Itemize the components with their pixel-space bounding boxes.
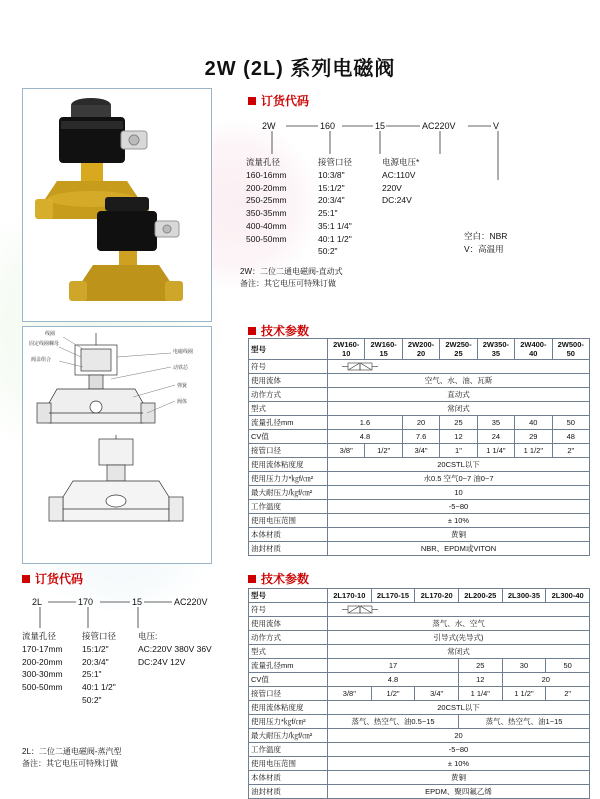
order-code-2l-diagram (22, 596, 237, 768)
col-item: 200-20mm (22, 656, 63, 667)
row-label: 本体材质 (249, 528, 328, 542)
order-code-2l-footnotes (22, 746, 252, 769)
red-square-icon (248, 575, 256, 583)
cell: 48 (552, 430, 589, 444)
col-item: 500-50mm (22, 682, 63, 692)
row-label: 工作温度 (249, 500, 328, 514)
col-item: 160-16mm (246, 169, 287, 180)
cell: 35 (477, 416, 514, 430)
table-row (249, 542, 590, 556)
cell: 2L200-25 (458, 589, 502, 603)
cell: 1/2" (365, 444, 402, 458)
cell (328, 603, 590, 617)
cell: 20 (402, 416, 439, 430)
cell: 3/4" (402, 444, 439, 458)
code-token-3: AC220V (174, 597, 208, 607)
table-row (249, 673, 590, 687)
cell: 2W250-25 (440, 339, 477, 360)
cell: 1 1/2" (515, 444, 552, 458)
cell: 20 (328, 729, 590, 743)
row-label: 使用流体粘度度 (249, 458, 328, 472)
cell: 4.8 (328, 673, 459, 687)
svg-text:电磁线圈: 电磁线圈 (173, 349, 194, 355)
table-row (249, 444, 590, 458)
cell: 7.6 (402, 430, 439, 444)
table-row (249, 617, 590, 631)
order-code-col-voltage (382, 156, 454, 207)
footnote-line: 备注：其它电压可特殊订做 (240, 278, 336, 288)
table-row (249, 360, 590, 374)
product-photo-2w (22, 88, 212, 322)
code-token-4: V (493, 121, 500, 131)
row-label: 接管口径 (249, 444, 328, 458)
cell: 2" (546, 687, 590, 701)
code-token-1: 170 (78, 597, 94, 607)
cell: 1.6 (328, 416, 403, 430)
order-code-col-bore (246, 156, 316, 245)
row-label: 油封材质 (249, 542, 328, 556)
cell: -5~80 (328, 500, 590, 514)
svg-text:线圈: 线圈 (45, 331, 56, 337)
valve-symbol-icon (330, 362, 390, 371)
row-label: 接管口径 (249, 687, 328, 701)
cell: 25 (440, 416, 477, 430)
cell: 直动式 (328, 388, 590, 402)
svg-text:固定线圈螺母: 固定线圈螺母 (29, 341, 60, 347)
table-row (249, 645, 590, 659)
cell: 40 (515, 416, 552, 430)
cell: 2W160-10 (328, 339, 365, 360)
row-label: 使用压力力*㎏f/㎝² (249, 472, 328, 486)
cell: 30 (502, 659, 546, 673)
row-label: 动作方式 (249, 631, 328, 645)
table-row (249, 514, 590, 528)
row-label: 工作温度 (249, 743, 328, 757)
code-token-2: 15 (132, 597, 143, 607)
row-label: 型式 (249, 402, 328, 416)
valve-cutaway-illustration (23, 327, 209, 561)
col-item: 40:1 1/2" (318, 233, 352, 244)
cell: 蒸气、热空气、油0.5~15 (328, 715, 459, 729)
cell: 1/2" (371, 687, 415, 701)
cell: 蒸气、热空气、油1~15 (458, 715, 589, 729)
cell: 2L170-15 (371, 589, 415, 603)
col-item: 20:3/4" (318, 195, 345, 206)
code-token-0: 2W (262, 121, 276, 131)
row-label: 使用流体 (249, 374, 328, 388)
order-code-2l-col-voltage (138, 630, 248, 668)
table-row (249, 458, 590, 472)
row-label: 动作方式 (249, 388, 328, 402)
section-header-order-code-2: 订货代码 (22, 570, 83, 587)
cutaway-drawing-panel (22, 326, 212, 564)
col-item: DC:24V 12V (138, 656, 186, 667)
col-item: 10:3/8" (318, 169, 345, 180)
table-row (249, 729, 590, 743)
footnote-line: 备注：其它电压可特殊订做 (22, 758, 118, 768)
table-row (249, 603, 590, 617)
col-item: 25:1" (82, 669, 102, 680)
col-header: 接管口径 (82, 631, 117, 641)
cell: 25 (458, 659, 502, 673)
cell: 2W400-40 (515, 339, 552, 360)
cell: 2L300-40 (546, 589, 590, 603)
page-title: 2W (2L) 系列电磁阀 (204, 58, 396, 80)
cell: 29 (515, 430, 552, 444)
cell: 2L300-35 (502, 589, 546, 603)
col-header: 流量孔径 (246, 157, 281, 167)
cell: 引导式(先导式) (328, 631, 590, 645)
cell: 1 1/4" (458, 687, 502, 701)
section-header-spec-2: 技术参数 (248, 570, 309, 587)
cell: NBR、EPDM或VITON (328, 542, 590, 556)
col-item: 350-35mm (246, 208, 287, 218)
cell: -5~80 (328, 743, 590, 757)
cell: 常闭式 (328, 645, 590, 659)
row-label: 符号 (249, 360, 328, 374)
cell: 2L170-10 (328, 589, 372, 603)
col-item: 20:3/4" (82, 656, 109, 667)
row-label: 符号 (249, 603, 328, 617)
cell: 1 1/4" (477, 444, 514, 458)
table-row (249, 771, 590, 785)
valve-symbol-icon (330, 605, 390, 614)
row-label: 油封材质 (249, 785, 328, 799)
row-label: 使用电压范围 (249, 757, 328, 771)
valve-photo-illustration (23, 89, 209, 319)
table-row (249, 430, 590, 444)
cell: 20CSTL以下 (328, 701, 590, 715)
col-item: 200-20mm (246, 182, 287, 193)
cell (328, 360, 590, 374)
col-item: 250-25mm (246, 195, 287, 206)
col-item: 40:1 1/2" (82, 682, 116, 692)
footnote-line: 2L：二位二通电磁阀-蒸汽型 (22, 747, 122, 756)
row-label: 型式 (249, 645, 328, 659)
table-row (249, 631, 590, 645)
table-row (249, 687, 590, 701)
row-label: 使用电压范围 (249, 514, 328, 528)
table-row (249, 402, 590, 416)
row-label: 使用流体 (249, 617, 328, 631)
col-item: 300-30mm (22, 669, 63, 680)
order-code-2l-col-bore (22, 630, 80, 694)
table-row (249, 701, 590, 715)
cell: 型号 (249, 589, 328, 603)
col-item: 50:2" (318, 246, 338, 257)
row-label: 最大耐压力/㎏f/㎝² (249, 729, 328, 743)
cell: 空气、水、油、瓦斯 (328, 374, 590, 388)
cell: 3/8" (328, 687, 372, 701)
cell: 3/4" (415, 687, 459, 701)
table-row-header (249, 589, 590, 603)
svg-text:动铁芯: 动铁芯 (173, 365, 189, 371)
col-item: 25:1" (318, 208, 338, 218)
table-row-header (249, 339, 590, 360)
col-item: AC:220V 380V 36V (138, 643, 212, 654)
cell: 50 (546, 659, 590, 673)
row-label: 流量孔径mm (249, 659, 328, 673)
cell: 黄铜 (328, 771, 590, 785)
col-item: 15:1/2" (82, 643, 109, 654)
code-token-1: 160 (320, 121, 336, 131)
cell: 2W200-20 (402, 339, 439, 360)
cell: 17 (328, 659, 459, 673)
cell: 2W350-35 (477, 339, 514, 360)
cell: 4.8 (328, 430, 403, 444)
cell: 24 (477, 430, 514, 444)
table-row (249, 659, 590, 673)
col-item: 空白：NBR (464, 231, 508, 241)
cell: 20CSTL以下 (328, 458, 590, 472)
section-header-spec-1: 技术参数 (248, 322, 309, 339)
table-row (249, 785, 590, 799)
col-item: DC:24V (382, 195, 412, 206)
row-label: 本体材质 (249, 771, 328, 785)
cell: ± 10% (328, 757, 590, 771)
order-code-2w-footnotes (240, 266, 540, 289)
table-row (249, 416, 590, 430)
table-row (249, 388, 590, 402)
table-row (249, 528, 590, 542)
cell: 2W500-50 (552, 339, 589, 360)
cell: 1" (440, 444, 477, 458)
cell: 3/8" (328, 444, 365, 458)
order-code-col-seal (464, 230, 544, 256)
spec-table-2l (248, 588, 590, 799)
cell: 型号 (249, 339, 328, 360)
table-row (249, 757, 590, 771)
cell: 2L170-20 (415, 589, 459, 603)
table-row (249, 715, 590, 729)
col-item: 50:2" (82, 694, 102, 705)
order-code-2w-diagram (240, 120, 590, 288)
row-label: 流量孔径mm (249, 416, 328, 430)
cell: 1 1/2" (502, 687, 546, 701)
col-header: 流量孔径 (22, 631, 57, 641)
col-header: 电压: (138, 631, 158, 641)
row-label: CV值 (249, 430, 328, 444)
col-item: 220V (382, 182, 402, 193)
section-header-order-code-1: 订货代码 (248, 92, 309, 109)
spec-table-2w (248, 338, 590, 556)
table-row (249, 743, 590, 757)
footnote-line: 2W：二位二通电磁阀-直动式 (240, 267, 343, 276)
red-square-icon (248, 327, 256, 335)
row-label: 最大耐压力/㎏f/㎝² (249, 486, 328, 500)
row-label: CV值 (249, 673, 328, 687)
code-token-0: 2L (32, 597, 43, 607)
cell: 2W160-15 (365, 339, 402, 360)
svg-text:弹簧: 弹簧 (177, 383, 188, 389)
cell: 蒸气、水、空气 (328, 617, 590, 631)
col-item: 15:1/2" (318, 182, 345, 193)
col-item: 35:1 1/4" (318, 220, 352, 231)
table-row (249, 374, 590, 388)
cell: 常闭式 (328, 402, 590, 416)
cell: EPDM、聚四氟乙烯 (328, 785, 590, 799)
red-square-icon (22, 575, 30, 583)
col-item: V：高温用 (464, 243, 504, 254)
code-token-2: 15 (375, 121, 386, 131)
svg-text:阀体: 阀体 (177, 399, 188, 405)
code-token-3: AC220V (422, 121, 456, 131)
order-code-2l-col-port (82, 630, 136, 707)
table-row (249, 500, 590, 514)
cell: 12 (440, 430, 477, 444)
cell: 黄铜 (328, 528, 590, 542)
cell: 50 (552, 416, 589, 430)
col-header: 电源电压* (382, 157, 420, 167)
col-item: 500-50mm (246, 233, 287, 244)
cell: 12 (458, 673, 502, 687)
col-item: AC:110V (382, 169, 416, 180)
table-row (249, 472, 590, 486)
red-square-icon (248, 97, 256, 105)
row-label: 使用压力*㎏f/㎝² (249, 715, 328, 729)
cell: 20 (502, 673, 589, 687)
col-item: 400-40mm (246, 220, 287, 231)
cell: 2" (552, 444, 589, 458)
row-label: 使用流体粘度度 (249, 701, 328, 715)
cell: 水0.5 空气0~7 油0~7 (328, 472, 590, 486)
table-row (249, 486, 590, 500)
col-item: 170-17mm (22, 643, 63, 654)
svg-text:阀盖组合: 阀盖组合 (31, 357, 52, 363)
col-header: 接管口径 (318, 157, 353, 167)
cell: ± 10% (328, 514, 590, 528)
cell: 10 (328, 486, 590, 500)
order-code-col-port (318, 156, 380, 258)
